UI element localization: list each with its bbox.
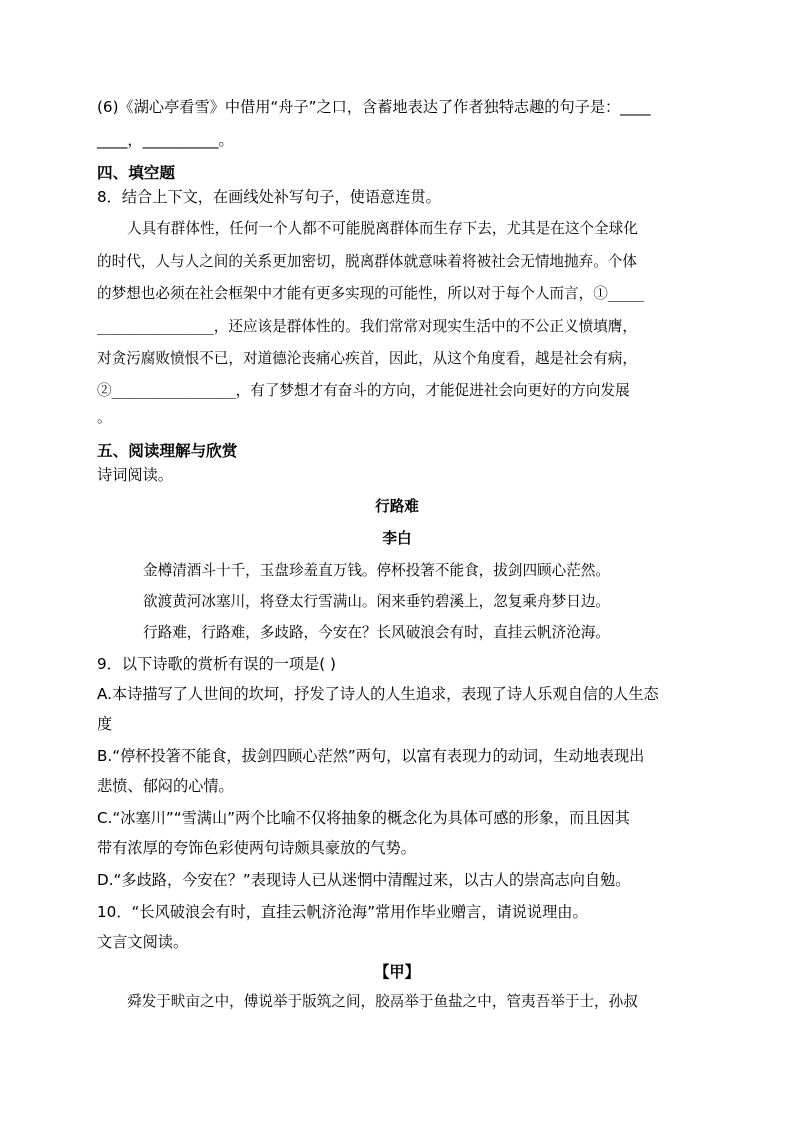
q9-option-d: D.“多歧路，今安在？”表现诗人已从迷惘中清醒过来，以古人的崇高志向自勉。 — [97, 871, 631, 889]
passage-line-6: ②_________________，有了梦想才有奋斗的方向，才能促进社会向更好的方向发展 — [97, 382, 630, 399]
q9-option-b-line-1: B.“停杯投箸不能食，拔剑四顾心茫然”两句，以富有表现力的动词，生动地表现出 — [97, 747, 645, 765]
passage-line-4: ________________，还应该是群体性的。我们常常对现实生活中的不公正义愤填膺， — [97, 318, 637, 335]
poem-line-1: 金樽清酒斗十千，玉盘珍羞直万钱。停杯投箸不能食，拔剑四顾心茫然。 — [143, 562, 611, 579]
jia-label: 【甲】 — [374, 963, 420, 981]
passage-line-5: 对贪污腐败愤恨不已，对道德沦丧痛心疾首，因此，从这个角度看，越是社会有病， — [97, 350, 637, 367]
poem-line-2: 欲渡黄河冰塞川，将登太行雪满山。闲来垂钓碧溪上，忽复乘舟梦日边。 — [143, 593, 611, 610]
passage-line-1: 人具有群体性，任何一个人都不可能脱离群体而生存下去，尤其是在这个全球化 — [127, 220, 638, 237]
q9-stem: 9．以下诗歌的赏析有误的一项是( ) — [97, 655, 336, 673]
passage-line-3: 的梦想也必须在社会框架中才能有更多实现的可能性，所以对于每个人而言，①_____ — [97, 285, 645, 302]
passage-line-7: 。 — [97, 409, 112, 426]
section-5-heading: 五、阅读理解与欣赏 — [97, 442, 238, 460]
poem-title: 行路难 — [375, 498, 419, 515]
q10-stem: 10．“长风破浪会有时，直挂云帆济沧海”常用作毕业赠言，请说说理由。 — [97, 903, 588, 921]
poetry-intro: 诗词阅读。 — [97, 466, 173, 484]
q8-prompt: 8．结合上下文，在画线处补写句子，使语意连贯。 — [97, 188, 441, 206]
q9-option-b-line-2: 悲愤、郁闷的心情。 — [97, 777, 234, 795]
jia-line-1: 舜发于畎亩之中，傅说举于版筑之间，胶鬲举于鱼盐之中，管夷吾举于士，孙叔 — [127, 993, 638, 1010]
poem-author: 李白 — [382, 530, 412, 547]
classical-intro: 文言文阅读。 — [97, 933, 189, 951]
q9-option-c-line-1: C.“冰塞川”“雪满山”两个比喻不仅将抽象的概念化为具体可感的形象，而且因其 — [97, 809, 630, 827]
q9-option-a-line-1: A.本诗描写了人世间的坎坷，抒发了诗人的人生追求，表现了诗人乐观自信的人生态 — [97, 685, 659, 703]
q9-option-c-line-2: 带有浓厚的夸饰色彩使两句诗颇具豪放的气势。 — [97, 839, 416, 857]
poem-line-3: 行路难，行路难，多歧路，今安在？长风破浪会有时，直挂云帆济沧海。 — [143, 624, 611, 641]
q9-option-a-line-2: 度 — [97, 715, 113, 733]
passage-line-2: 的时代，人与人之间的关系更加密切，脱离群体就意味着将被社会无情地抛弃。个体 — [97, 253, 637, 270]
q6-line-1: (6)《湖心亭看雪》中借用“舟子”之口，含蓄地表达了作者独特志趣的句子是：____ — [97, 98, 651, 116]
section-4-heading: 四、填空题 — [97, 164, 175, 182]
q6-line-2: ____，__________。 — [97, 131, 234, 149]
